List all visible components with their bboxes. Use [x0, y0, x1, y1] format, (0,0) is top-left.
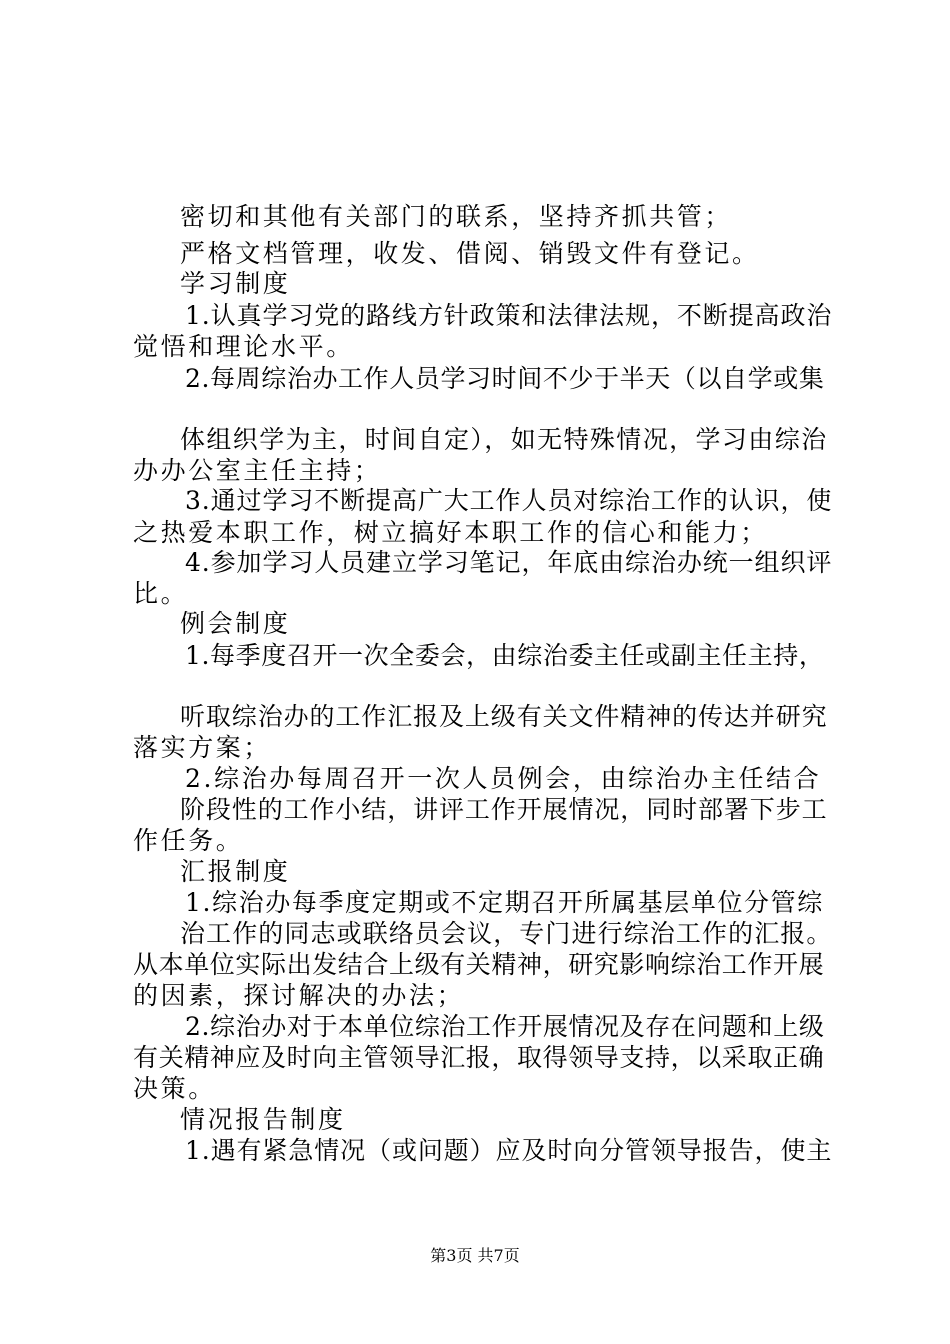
text-line: 2.综治办每周召开一次人员例会，由综治办主任结合 [185, 764, 822, 793]
text-line: 之热爱本职工作，树立搞好本职工作的信心和能力； [133, 518, 768, 547]
page-footer: 第3页 共7页 [430, 1246, 520, 1265]
text-line: 听取综治办的工作汇报及上级有关文件精神的传达并研究 [180, 702, 828, 731]
text-line: 办办公室主任主持； [133, 456, 382, 485]
text-line: 密切和其他有关部门的联系，坚持齐抓共管； [180, 202, 733, 231]
section-heading-study: 学习制度 [180, 269, 291, 298]
text-line: 觉悟和理论水平。 [133, 332, 354, 361]
text-line: 1.遇有紧急情况（或问题）应及时向分管领导报告，使主 [185, 1136, 833, 1165]
text-line: 1.综治办每季度定期或不定期召开所属基层单位分管综 [185, 888, 824, 917]
text-line: 作任务。 [133, 826, 244, 855]
section-heading-meeting: 例会制度 [180, 609, 291, 638]
text-line: 从本单位实际出发结合上级有关精神，研究影响综治工作开展 [133, 950, 825, 979]
text-line: 的因素，探讨解决的办法； [133, 981, 465, 1010]
text-line: 比。 [133, 579, 189, 608]
text-line: 严格文档管理，收发、借阅、销毁文件有登记。 [180, 239, 760, 268]
text-line: 2.综治办对于本单位综治工作开展情况及存在问题和上级 [185, 1012, 825, 1041]
text-line: 阶段性的工作小结，讲评工作开展情况，同时部署下步工 [180, 795, 828, 824]
text-line: 体组织学为主，时间自定），如无特殊情况，学习由综治 [180, 425, 828, 454]
text-line: 1.每季度召开一次全委会，由综治委主任或副主任主持， [185, 641, 825, 670]
text-line: 落实方案； [133, 733, 272, 762]
section-heading-situation-report: 情况报告制度 [180, 1105, 346, 1134]
section-heading-report: 汇报制度 [180, 857, 291, 886]
text-line: 3.通过学习不断提高广大工作人员对综治工作的认识，使 [185, 486, 833, 515]
text-line: 决策。 [133, 1074, 216, 1103]
text-line: 有关精神应及时向主管领导汇报，取得领导支持，以采取正确 [133, 1043, 825, 1072]
text-line: 2.每周综治办工作人员学习时间不少于半天（以自学或集 [185, 364, 825, 393]
text-line: 治工作的同志或联络员会议，专门进行综治工作的汇报。 [180, 919, 833, 948]
text-line: 1.认真学习党的路线方针政策和法律法规，不断提高政治 [185, 301, 833, 330]
text-line: 4.参加学习人员建立学习笔记，年底由综治办统一组织评 [185, 548, 833, 577]
